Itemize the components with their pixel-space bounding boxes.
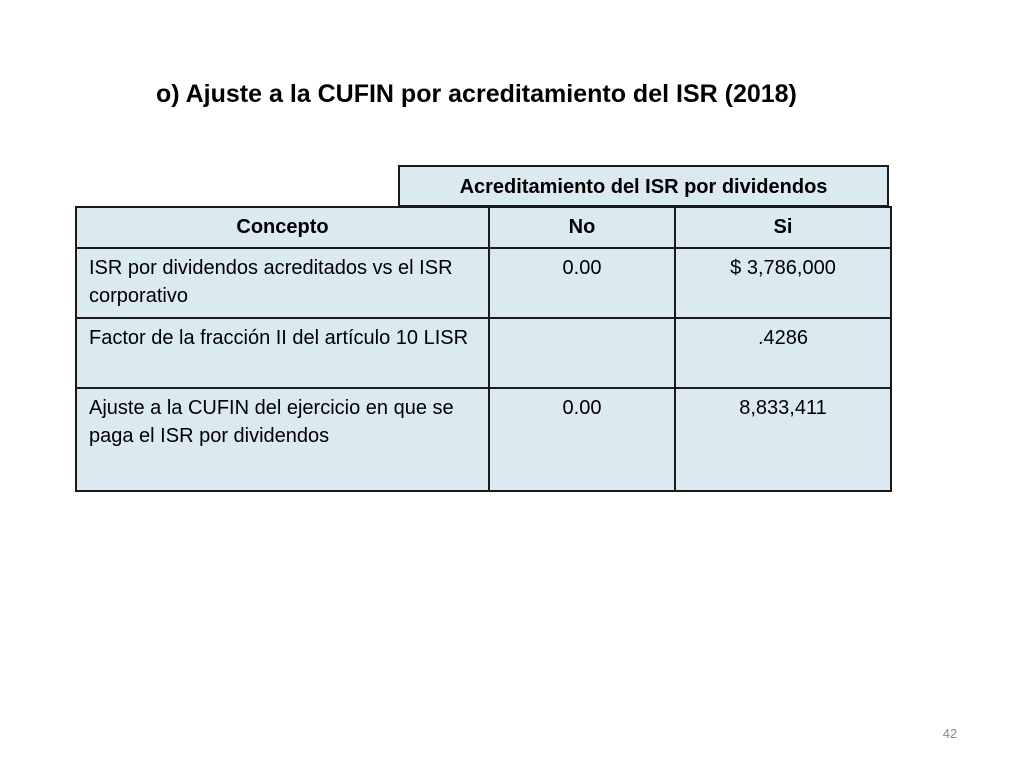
- cufin-table: [75, 206, 892, 492]
- cell-si: .4286: [675, 318, 891, 388]
- cell-si: $ 3,786,000: [675, 248, 891, 318]
- slide-title: o) Ajuste a la CUFIN por acreditamiento del ISR (2018): [156, 80, 797, 108]
- cell-no: [489, 318, 675, 388]
- table-row: [76, 248, 891, 318]
- cell-concepto: ISR por dividendos acreditados vs el ISR corporativo: [76, 248, 489, 318]
- cell-no: 0.00: [489, 388, 675, 491]
- cell-concepto: Factor de la fracción II del artículo 10 LISR: [76, 318, 489, 388]
- cell-no: 0.00: [489, 248, 675, 318]
- table-group-header: Acreditamiento del ISR por dividendos: [398, 165, 889, 207]
- table-header-row: [76, 207, 891, 248]
- column-header-no: No: [489, 207, 675, 248]
- cell-si: 8,833,411: [675, 388, 891, 491]
- cell-concepto: Ajuste a la CUFIN del ejercicio en que se paga el ISR por dividendos: [76, 388, 489, 491]
- page-number: 42: [942, 726, 958, 741]
- table-row: [76, 318, 891, 388]
- table-row: [76, 388, 891, 491]
- column-header-si: Si: [675, 207, 891, 248]
- column-header-concepto: Concepto: [76, 207, 489, 248]
